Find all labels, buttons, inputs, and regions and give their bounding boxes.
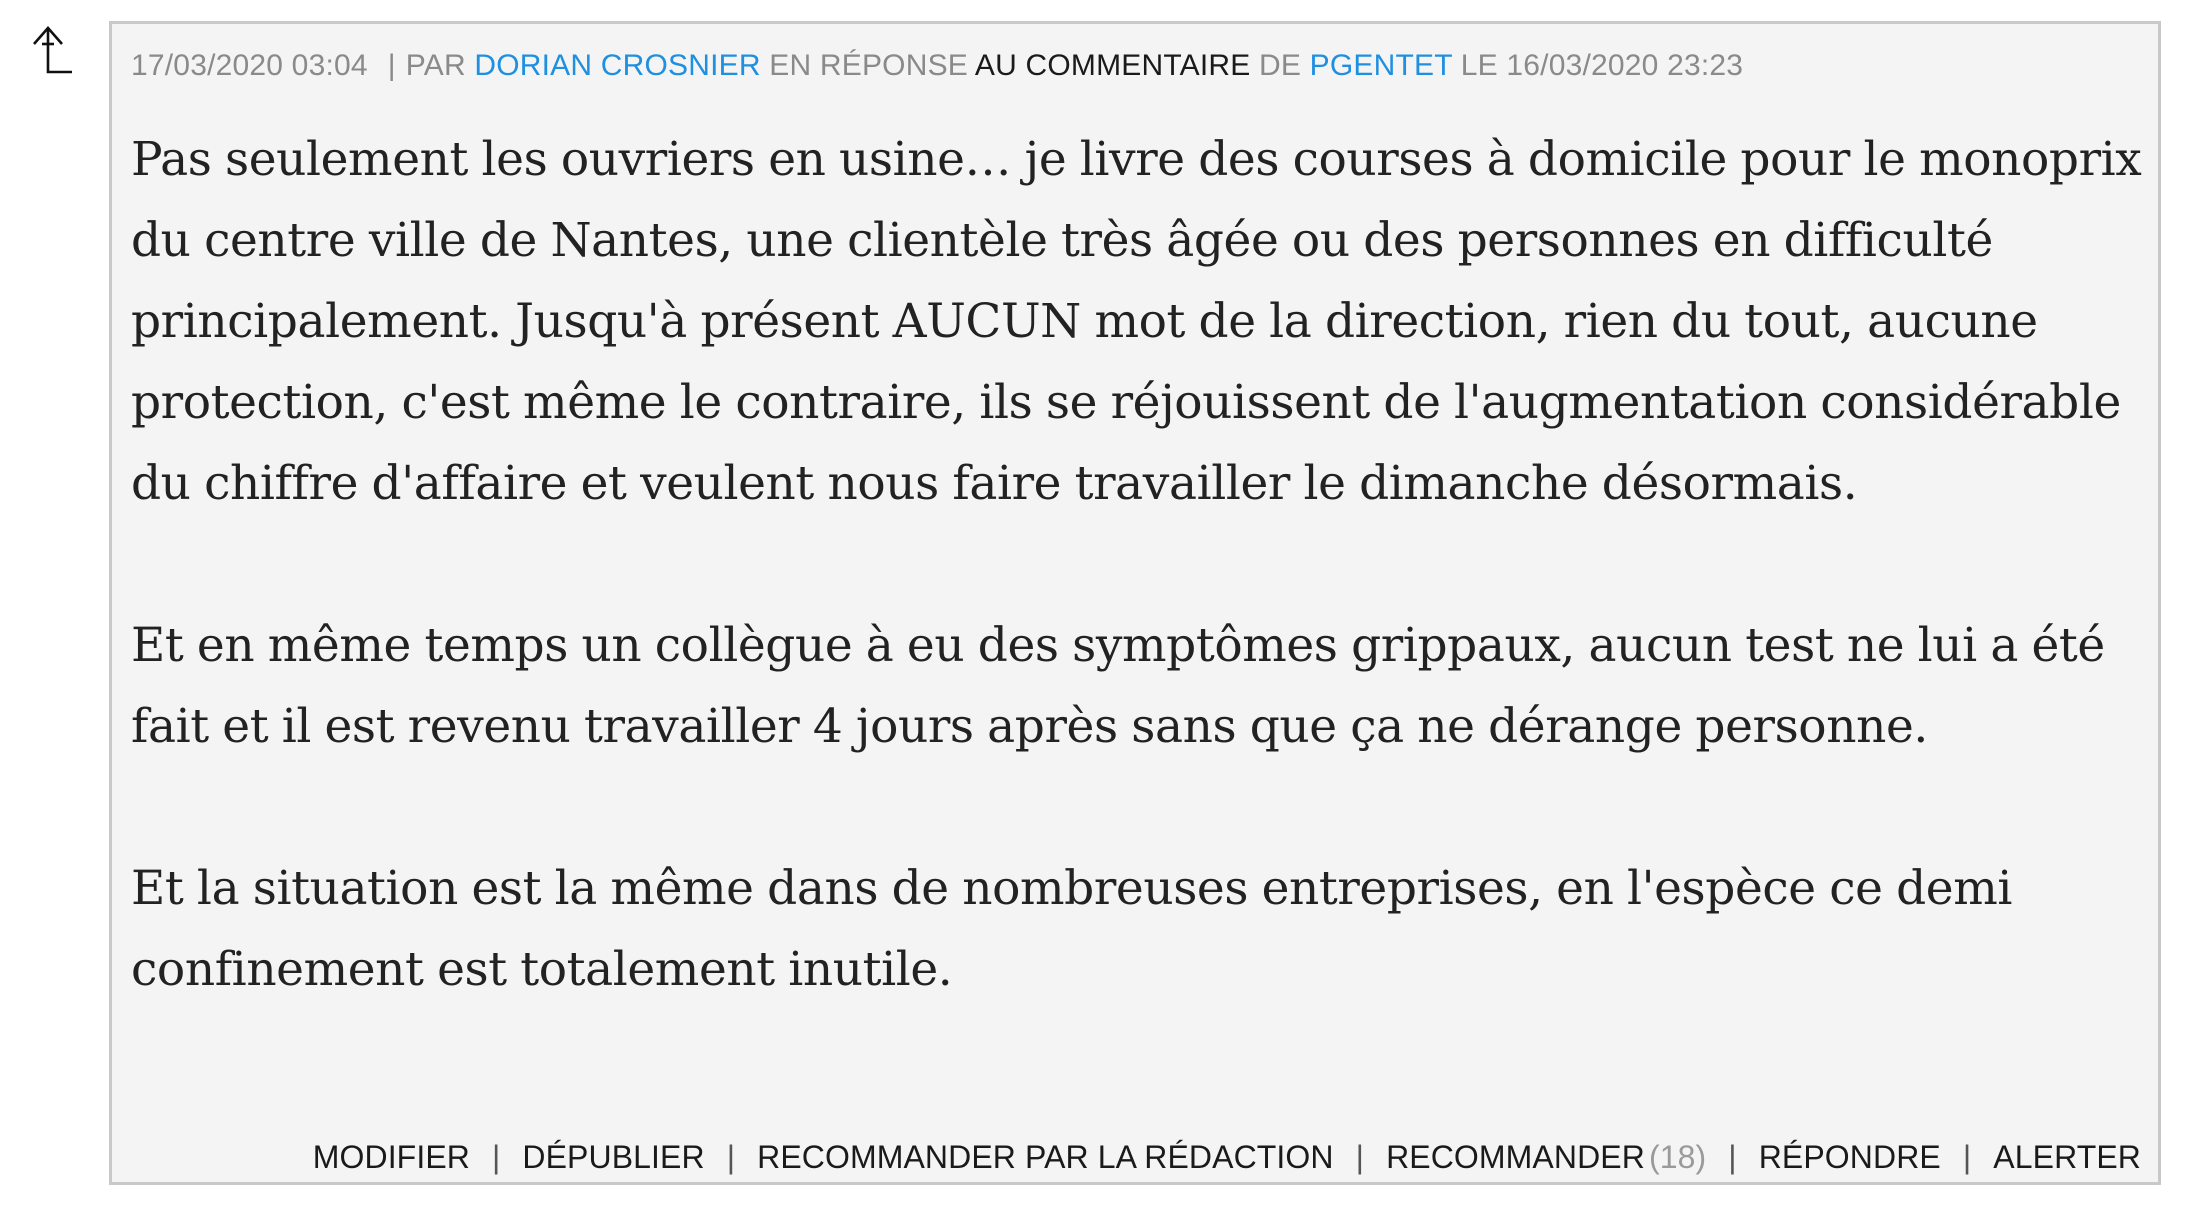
reply-up-arrow-icon[interactable]	[28, 22, 78, 82]
action-separator: |	[1962, 1139, 1972, 1175]
action-separator: |	[726, 1139, 736, 1175]
unpublish-button[interactable]: DÉPUBLIER	[522, 1139, 705, 1175]
action-separator: |	[1728, 1139, 1737, 1175]
parent-author-link[interactable]: PGENTET	[1309, 49, 1453, 82]
parent-timestamp: 16/03/2020 23:23	[1506, 49, 1744, 82]
on-label: LE	[1460, 49, 1498, 82]
parent-comment-link[interactable]: AU COMMENTAIRE	[974, 49, 1251, 82]
of-label: DE	[1259, 49, 1302, 82]
comment-body	[131, 119, 2151, 1010]
comment-meta	[131, 46, 1743, 86]
recommend-button[interactable]	[1386, 1139, 1706, 1175]
comment-paragraph: Pas seulement les ouvriers en usine… je livre des courses à domicile pour le monoprix du centre ville de Nantes, une clientèle très âgée ou des personnes en difficulté principalement. Jusqu'à présent AUCUN mot de la direction, rien du tout, aucune protection, c'est même le contraire, ils se réjouissent de l'augmentation considérable du chiffre d'affaire et veulent nous faire travailler le dimanche désormais.	[131, 132, 2142, 511]
recommend-count: (18)	[1648, 1139, 1707, 1175]
comment-paragraph: Et la situation est la même dans de nombreuses entreprises, en l'espèce ce demi confinement est totalement inutile.	[131, 861, 2013, 997]
action-separator: |	[491, 1139, 501, 1175]
comment-timestamp: 17/03/2020 03:04	[131, 49, 368, 82]
comment-box	[109, 21, 2161, 1185]
comment-paragraph: Et en même temps un collègue à eu des symptômes grippaux, aucun test ne lui a été fait et il est revenu travailler 4 jours après sans que ça ne dérange personne.	[131, 618, 2105, 754]
by-label: PAR	[405, 49, 466, 82]
meta-separator: |	[387, 49, 396, 82]
modify-button[interactable]: MODIFIER	[312, 1139, 470, 1175]
action-separator: |	[1355, 1139, 1365, 1175]
comment-actions	[313, 1137, 2141, 1177]
in-reply-label: EN RÉPONSE	[769, 49, 968, 82]
recommend-label: RECOMMANDER	[1386, 1139, 1645, 1175]
editorial-recommend-button[interactable]: RECOMMANDER PAR LA RÉDACTION	[757, 1139, 1334, 1175]
author-link[interactable]: DORIAN CROSNIER	[474, 49, 761, 82]
reply-button[interactable]: RÉPONDRE	[1758, 1139, 1941, 1175]
alert-button[interactable]: ALERTER	[1993, 1139, 2141, 1175]
